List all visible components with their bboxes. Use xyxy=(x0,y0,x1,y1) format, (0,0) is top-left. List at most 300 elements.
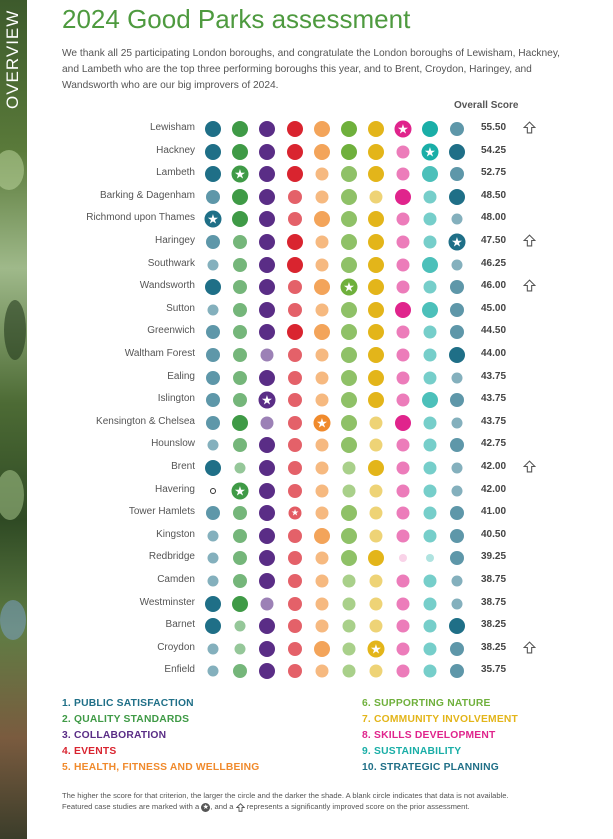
score-dot xyxy=(341,437,357,453)
score-dot xyxy=(288,393,302,407)
legend-left xyxy=(62,696,259,776)
score-dot xyxy=(424,575,437,588)
score-dot xyxy=(370,190,383,203)
score-dot xyxy=(370,665,383,678)
borough-name: Hounslow xyxy=(151,438,195,450)
score-dot xyxy=(424,326,437,339)
score-dot xyxy=(450,664,464,678)
table-row xyxy=(0,525,613,547)
score-dot xyxy=(452,485,463,496)
score-dot xyxy=(316,507,329,520)
overall-score: 43.75 xyxy=(481,415,507,427)
borough-name: Islington xyxy=(157,393,195,405)
score-dot xyxy=(316,665,329,678)
overall-score: 48.50 xyxy=(481,189,507,201)
score-dot xyxy=(232,144,248,160)
score-dot xyxy=(288,461,302,475)
score-dot xyxy=(368,550,384,566)
score-dot xyxy=(397,236,410,249)
featured-score-dot xyxy=(449,234,466,251)
score-dot xyxy=(341,528,357,544)
score-dot xyxy=(424,507,437,520)
score-dot xyxy=(370,575,383,588)
score-dot xyxy=(368,370,384,386)
score-dot xyxy=(233,280,247,294)
score-dot xyxy=(397,642,410,655)
score-dot xyxy=(232,211,248,227)
score-dot xyxy=(397,484,410,497)
score-dot xyxy=(370,439,383,452)
table-row xyxy=(0,367,613,389)
star-icon: ★ xyxy=(343,279,355,295)
score-dot xyxy=(370,529,383,542)
score-dot xyxy=(232,189,248,205)
score-dot xyxy=(206,325,220,339)
score-dot xyxy=(288,551,302,565)
score-dot xyxy=(316,349,329,362)
score-dot xyxy=(259,437,275,453)
borough-name: Barnet xyxy=(165,619,195,631)
score-dot xyxy=(259,257,275,273)
score-dot xyxy=(397,575,410,588)
legend-item: 1. PUBLIC SATISFACTION xyxy=(62,698,194,709)
score-dot xyxy=(314,641,330,657)
score-dot xyxy=(452,463,463,474)
score-dot xyxy=(341,392,357,408)
score-dot xyxy=(426,554,434,562)
score-dot xyxy=(450,529,464,543)
score-dot xyxy=(314,144,330,160)
table-row xyxy=(0,208,613,230)
score-dot xyxy=(341,302,357,318)
score-dot xyxy=(259,505,275,521)
score-dot xyxy=(259,460,275,476)
score-dot xyxy=(343,665,356,678)
overall-score: 42.00 xyxy=(481,483,507,495)
score-dot xyxy=(368,302,384,318)
score-dot xyxy=(206,506,220,520)
score-dot xyxy=(397,620,410,633)
score-dot xyxy=(370,416,383,429)
score-dot xyxy=(370,507,383,520)
score-dot xyxy=(288,280,302,294)
score-dot xyxy=(288,484,302,498)
borough-name: Sutton xyxy=(166,302,195,314)
score-dot xyxy=(343,597,356,610)
borough-name: Lambeth xyxy=(156,167,195,179)
score-dot xyxy=(368,234,384,250)
score-dot xyxy=(206,190,220,204)
borough-name: Lewisham xyxy=(149,122,195,133)
score-dot xyxy=(316,168,329,181)
score-dot xyxy=(341,257,357,273)
score-dot xyxy=(232,121,248,137)
overall-score: 54.25 xyxy=(481,144,507,156)
table-row xyxy=(0,344,613,366)
score-dot xyxy=(424,236,437,249)
score-dot xyxy=(259,528,275,544)
score-dot xyxy=(395,189,411,205)
score-dot xyxy=(233,258,247,272)
score-dot xyxy=(424,213,437,226)
legend-item: 9. SUSTAINABILITY xyxy=(362,746,462,757)
score-dot xyxy=(261,597,274,610)
score-dot xyxy=(397,371,410,384)
legend-right xyxy=(362,696,518,776)
score-dot xyxy=(233,664,247,678)
overall-score: 55.50 xyxy=(481,122,507,133)
score-dot xyxy=(233,325,247,339)
score-dot xyxy=(206,371,220,385)
score-dot xyxy=(424,642,437,655)
score-dot xyxy=(316,597,329,610)
score-dot xyxy=(259,189,275,205)
score-dot xyxy=(287,121,303,137)
borough-name: Brent xyxy=(171,461,195,472)
score-dot xyxy=(261,416,274,429)
page-title: 2024 Good Parks assessment xyxy=(62,4,411,34)
score-dot xyxy=(316,190,329,203)
footnote xyxy=(62,790,582,812)
legend-item: 3. COLLABORATION xyxy=(62,730,167,741)
score-dot xyxy=(452,214,463,225)
score-dot xyxy=(287,324,303,340)
score-dot xyxy=(450,393,464,407)
score-dot xyxy=(259,370,275,386)
legend-item: 4. EVENTS xyxy=(62,746,117,757)
score-dot xyxy=(288,529,302,543)
featured-score-dot xyxy=(232,482,249,499)
score-dot xyxy=(368,211,384,227)
score-dot xyxy=(288,664,302,678)
score-dot xyxy=(450,280,464,294)
borough-name: Enfield xyxy=(164,664,195,676)
score-dot xyxy=(424,529,437,542)
overall-score: 40.50 xyxy=(481,528,507,540)
score-dot xyxy=(235,643,246,654)
score-dot xyxy=(210,488,216,494)
score-dot xyxy=(316,552,329,565)
score-dot xyxy=(233,371,247,385)
star-icon: ★ xyxy=(424,144,436,160)
table-row xyxy=(0,412,613,434)
score-dot xyxy=(233,393,247,407)
score-dot xyxy=(449,189,465,205)
score-dot xyxy=(208,666,219,677)
score-dot xyxy=(341,347,357,363)
table-row xyxy=(0,389,613,411)
score-dot xyxy=(450,506,464,520)
star-icon: ★ xyxy=(370,641,382,657)
footnote-text-1: The higher the score for that criterion, the larger the circle and the darker the shade. A blank circle indicates that data is not available. xyxy=(62,791,509,800)
score-dot xyxy=(235,621,246,632)
up-arrow-icon xyxy=(523,460,536,473)
score-dot xyxy=(450,303,464,317)
score-dot xyxy=(368,144,384,160)
table-row xyxy=(0,480,613,502)
score-dot xyxy=(341,189,357,205)
overall-score: 38.75 xyxy=(481,574,507,585)
score-dot xyxy=(288,619,302,633)
score-dot xyxy=(450,438,464,452)
score-dot xyxy=(424,484,437,497)
up-arrow-icon xyxy=(523,121,536,134)
borough-name: Hackney xyxy=(156,144,195,156)
score-dot xyxy=(208,553,219,564)
score-dot xyxy=(397,597,410,610)
score-dot xyxy=(288,348,302,362)
score-dot xyxy=(287,166,303,182)
overall-score: 39.25 xyxy=(481,551,507,563)
score-dot xyxy=(368,121,384,137)
score-dot xyxy=(341,234,357,250)
score-dot xyxy=(452,576,463,587)
score-dot xyxy=(316,484,329,497)
score-dot xyxy=(316,575,329,588)
score-dot xyxy=(261,349,274,362)
score-dot xyxy=(206,393,220,407)
overall-score: 38.75 xyxy=(481,596,507,608)
score-dot xyxy=(370,597,383,610)
overall-score: 38.25 xyxy=(481,641,507,653)
table-row xyxy=(0,615,613,637)
score-dot xyxy=(343,642,356,655)
score-dot xyxy=(341,505,357,521)
score-dot xyxy=(341,144,357,160)
borough-name: Greenwich xyxy=(147,325,195,337)
featured-score-dot xyxy=(259,392,276,409)
section-label: OVERVIEW xyxy=(3,9,22,109)
score-dot xyxy=(206,416,220,430)
featured-score-dot xyxy=(314,414,331,431)
score-dot xyxy=(287,234,303,250)
score-dot xyxy=(233,551,247,565)
score-dot xyxy=(397,349,410,362)
star-icon: ★ xyxy=(202,803,209,811)
score-dot xyxy=(259,641,275,657)
score-dot xyxy=(314,324,330,340)
overall-score: 47.50 xyxy=(481,235,507,246)
overall-score: 48.00 xyxy=(481,212,507,224)
overall-score: 41.00 xyxy=(481,506,507,518)
star-icon: ★ xyxy=(316,415,328,431)
score-dot xyxy=(450,642,464,656)
table-row xyxy=(0,186,613,208)
score-dot xyxy=(397,462,410,475)
score-dot xyxy=(288,303,302,317)
featured-score-dot xyxy=(395,121,412,138)
score-dot xyxy=(288,642,302,656)
score-dot xyxy=(368,392,384,408)
overall-score: 42.75 xyxy=(481,438,507,450)
footnote-text-2a: Featured case studies are marked with a xyxy=(62,802,202,811)
score-dot xyxy=(424,620,437,633)
score-dot xyxy=(397,213,410,226)
score-dot xyxy=(452,417,463,428)
featured-score-dot xyxy=(232,166,249,183)
borough-name: Tower Hamlets xyxy=(128,506,195,518)
score-dot xyxy=(208,440,219,451)
legend-item: 8. SKILLS DEVELOPMENT xyxy=(362,730,496,741)
borough-name: Westminster xyxy=(139,596,195,608)
star-icon: ★ xyxy=(261,392,273,408)
score-dot xyxy=(422,121,438,137)
score-dot xyxy=(341,121,357,137)
star-icon: ★ xyxy=(207,211,219,227)
score-dot xyxy=(450,122,464,136)
score-dot xyxy=(208,259,219,270)
score-dot xyxy=(397,665,410,678)
borough-name: Southwark xyxy=(147,257,195,269)
borough-name: Havering xyxy=(154,483,195,495)
score-dot xyxy=(259,166,275,182)
score-dot xyxy=(397,281,410,294)
score-dot xyxy=(368,166,384,182)
score-dot xyxy=(316,394,329,407)
score-dot xyxy=(397,439,410,452)
table-row xyxy=(0,254,613,276)
overall-score: 46.00 xyxy=(481,280,507,292)
legend-item: 10. STRATEGIC PLANNING xyxy=(362,762,499,773)
score-dot xyxy=(259,302,275,318)
legend-item: 6. SUPPORTING NATURE xyxy=(362,698,491,709)
score-dot xyxy=(422,302,438,318)
star-icon: ★ xyxy=(290,507,300,518)
score-dot xyxy=(259,144,275,160)
score-dot xyxy=(235,463,246,474)
score-dot xyxy=(287,144,303,160)
overall-score-header: Overall Score xyxy=(454,100,519,111)
table-row xyxy=(0,457,613,479)
score-dot xyxy=(397,168,410,181)
score-dot xyxy=(205,166,221,182)
table-row xyxy=(0,141,613,163)
star-icon: ★ xyxy=(397,121,409,137)
overall-score: 46.25 xyxy=(481,257,507,269)
score-dot xyxy=(316,236,329,249)
score-dot xyxy=(206,348,220,362)
score-dot xyxy=(316,439,329,452)
footnote-text-2b: , and a xyxy=(210,802,236,811)
score-dot xyxy=(233,438,247,452)
score-dot xyxy=(424,416,437,429)
overall-score: 43.75 xyxy=(481,370,507,382)
score-dot xyxy=(232,596,248,612)
score-dot xyxy=(259,279,275,295)
table-row xyxy=(0,547,613,569)
score-dot xyxy=(449,144,465,160)
overall-score: 42.00 xyxy=(481,461,507,472)
table-row xyxy=(0,434,613,456)
score-dot xyxy=(232,415,248,431)
score-dot xyxy=(208,304,219,315)
table-row xyxy=(0,163,613,185)
star-icon: ★ xyxy=(234,166,246,182)
table-row xyxy=(0,638,613,660)
overall-score: 45.00 xyxy=(481,302,507,314)
score-dot xyxy=(424,190,437,203)
star-icon: ★ xyxy=(234,483,246,499)
score-dot xyxy=(422,257,438,273)
score-dot xyxy=(205,121,221,137)
table-row xyxy=(0,299,613,321)
score-dot xyxy=(314,211,330,227)
score-dot xyxy=(314,528,330,544)
overall-score: 38.25 xyxy=(481,619,507,631)
table-row xyxy=(0,660,613,682)
score-dot xyxy=(424,439,437,452)
footnote-text-2c: represents a significantly improved score on the prior assessment. xyxy=(244,802,470,811)
score-dot xyxy=(343,462,356,475)
score-dot xyxy=(397,326,410,339)
score-dot xyxy=(316,258,329,271)
score-dot xyxy=(316,620,329,633)
score-dot xyxy=(397,394,410,407)
score-dot xyxy=(316,303,329,316)
score-dot xyxy=(397,145,410,158)
score-dot xyxy=(452,598,463,609)
score-dot xyxy=(316,462,329,475)
score-dot xyxy=(316,371,329,384)
score-dot xyxy=(395,415,411,431)
legend-item: 5. HEALTH, FITNESS AND WELLBEING xyxy=(62,762,260,773)
score-dot xyxy=(233,506,247,520)
score-dot xyxy=(314,121,330,137)
score-dot xyxy=(233,574,247,588)
up-arrow-icon xyxy=(523,279,536,292)
score-dot xyxy=(259,483,275,499)
legend-item: 7. COMMUNITY INVOLVEMENT xyxy=(362,714,519,725)
table-row xyxy=(0,502,613,524)
score-dot xyxy=(450,167,464,181)
score-dot xyxy=(395,302,411,318)
score-dot xyxy=(399,554,407,562)
score-dot xyxy=(259,211,275,227)
score-dot xyxy=(233,235,247,249)
score-dot xyxy=(424,371,437,384)
overall-score: 44.50 xyxy=(481,325,507,337)
score-dot xyxy=(233,529,247,543)
score-dot xyxy=(368,460,384,476)
score-dot xyxy=(205,279,221,295)
score-dot xyxy=(397,507,410,520)
intro-paragraph: We thank all 25 participating London boroughs, and congratulate the London boroughs of Lewisham, Hackney, and Lambeth who are the top three performing boroughs this year, and to Brent, Croydon, Haringey, and Wandsworth who are our big improvers of 2024. xyxy=(62,48,561,91)
score-dot xyxy=(341,550,357,566)
score-dot xyxy=(288,438,302,452)
score-dot xyxy=(314,279,330,295)
score-dot xyxy=(259,618,275,634)
score-dot xyxy=(449,347,465,363)
overall-score: 44.00 xyxy=(481,348,507,359)
borough-name: Richmond upon Thames xyxy=(86,212,195,224)
score-dot xyxy=(288,416,302,430)
borough-name: Wandsworth xyxy=(139,280,195,292)
score-dot xyxy=(424,349,437,362)
score-dot xyxy=(424,462,437,475)
score-dot xyxy=(341,370,357,386)
score-dot xyxy=(233,303,247,317)
score-dot xyxy=(288,597,302,611)
score-dot xyxy=(452,372,463,383)
score-dot xyxy=(287,257,303,273)
table-row xyxy=(0,276,613,298)
score-dot xyxy=(368,257,384,273)
score-dot xyxy=(452,259,463,270)
score-dot xyxy=(206,235,220,249)
score-dot xyxy=(341,166,357,182)
score-dot xyxy=(205,596,221,612)
score-dot xyxy=(259,573,275,589)
